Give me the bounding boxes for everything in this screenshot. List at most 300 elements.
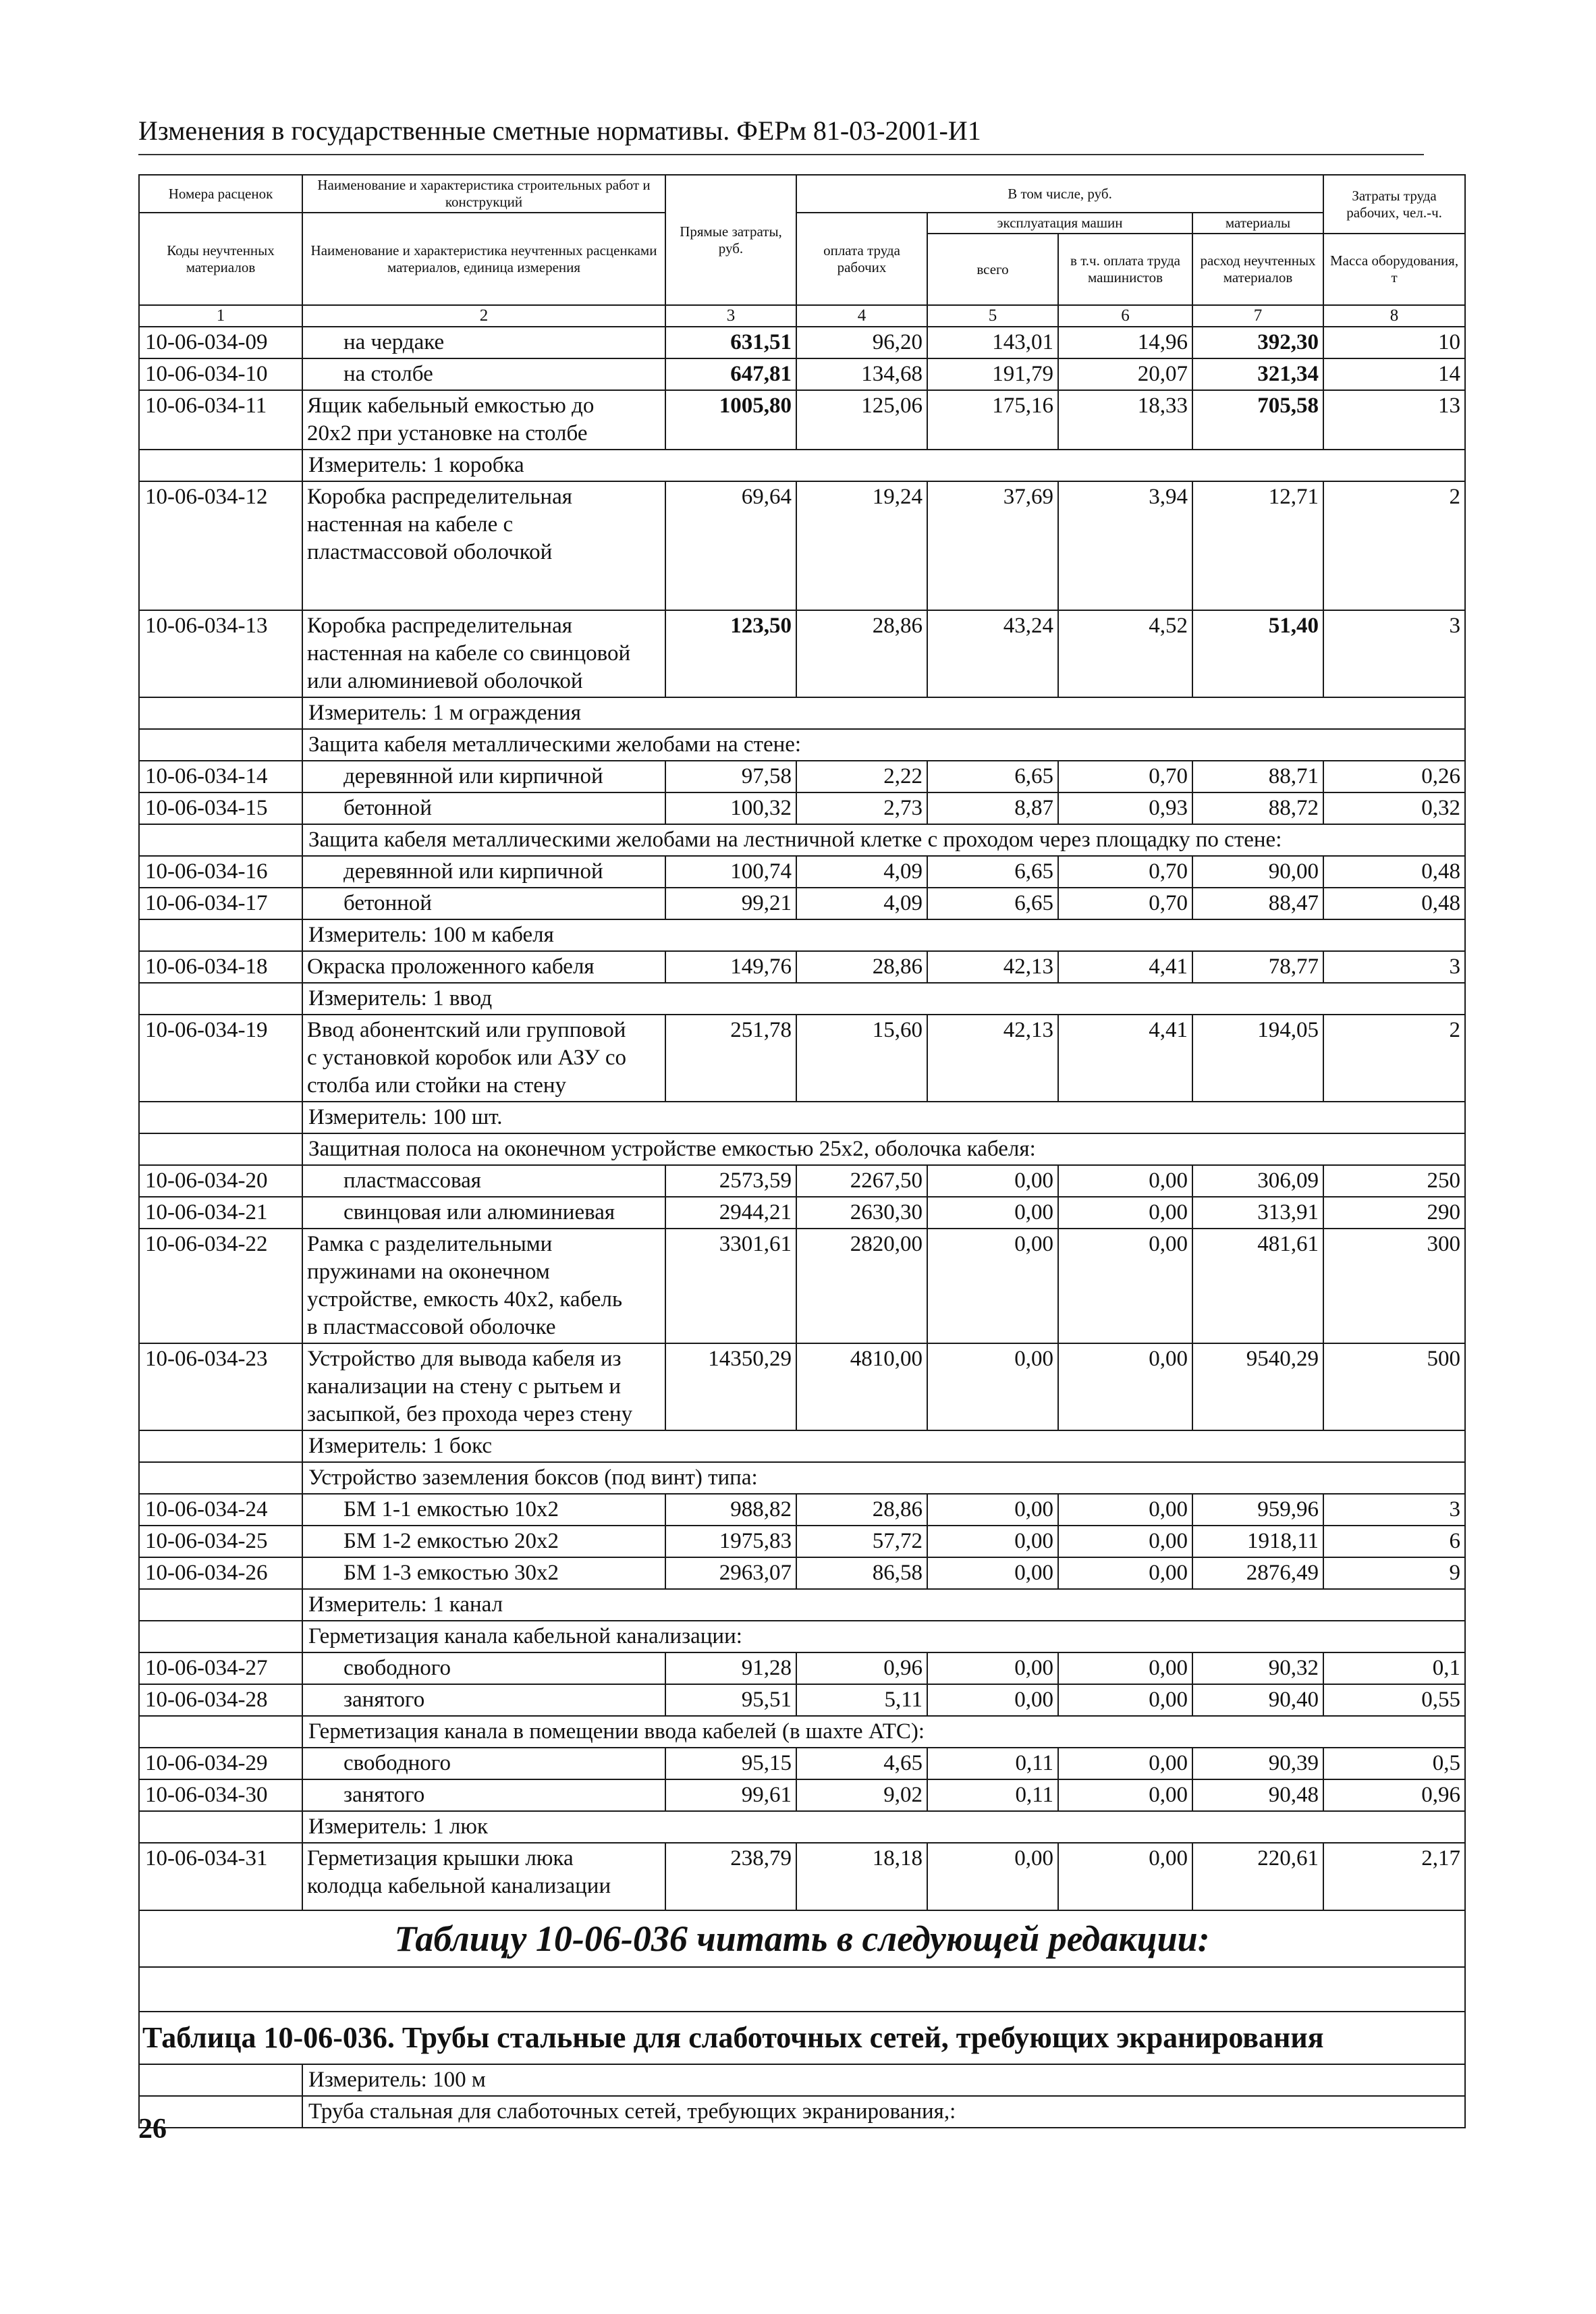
rate-name: Окраска проложенного кабеля (302, 951, 665, 983)
machines-labor: 0,00 (1058, 1557, 1192, 1589)
empty-cell (139, 1811, 302, 1843)
empty-cell (139, 919, 302, 951)
direct-cost: 99,21 (665, 888, 796, 919)
table-row (139, 1748, 1465, 1779)
measure-label: Измеритель: 1 люк (302, 1811, 1465, 1843)
materials-cost: 1918,11 (1192, 1526, 1323, 1557)
materials-cost: 959,96 (1192, 1494, 1323, 1526)
table-row (139, 390, 1465, 450)
materials-cost: 51,40 (1192, 610, 1323, 697)
table-row (139, 761, 1465, 792)
direct-cost: 2944,21 (665, 1197, 796, 1229)
labor-pay: 18,18 (796, 1843, 927, 1910)
rate-name-line: Ящик кабельный емкостью до (307, 394, 595, 418)
labor-hours: 2,17 (1323, 1843, 1465, 1910)
machines-labor: 0,70 (1058, 856, 1192, 888)
empty-cell (139, 1621, 302, 1652)
rate-code: 10-06-034-09 (139, 327, 302, 358)
labor-hours: 3 (1323, 610, 1465, 697)
rate-name-line: Коробка распределительная (307, 614, 572, 638)
labor-hours: 0,55 (1323, 1684, 1465, 1716)
direct-cost: 1975,83 (665, 1526, 796, 1557)
rate-name-line: засыпкой, без прохода через стену (307, 1402, 633, 1426)
machines-labor: 0,00 (1058, 1684, 1192, 1716)
measure-label: Измеритель: 1 м ограждения (302, 697, 1465, 729)
col-num: 5 (927, 305, 1058, 327)
labor-pay: 86,58 (796, 1557, 927, 1589)
rate-code: 10-06-034-13 (139, 610, 302, 697)
section-label: Герметизация канала в помещении ввода кабелей (в шахте АТС): (302, 1716, 1465, 1748)
labor-pay: 28,86 (796, 951, 927, 983)
labor-hours: 14 (1323, 358, 1465, 390)
machines-labor: 0,00 (1058, 1843, 1192, 1910)
table-row (139, 1843, 1465, 1910)
direct-cost: 251,78 (665, 1015, 796, 1102)
table-row (139, 1343, 1465, 1430)
labor-hours: 3 (1323, 1494, 1465, 1526)
materials-cost: 90,39 (1192, 1748, 1323, 1779)
rate-name: БМ 1-2 емкостью 20x2 (302, 1526, 665, 1557)
col-labor: оплата труда рабочих (796, 213, 927, 305)
machines-labor: 0,00 (1058, 1343, 1192, 1430)
measure-row (139, 983, 1465, 1015)
machines-total: 8,87 (927, 792, 1058, 824)
col-code-top: Номера расценок (139, 175, 302, 213)
rates-table (138, 174, 1466, 2128)
machines-labor: 0,00 (1058, 1748, 1192, 1779)
rate-name-line: Устройство для вывода кабеля из (307, 1347, 622, 1371)
machines-labor: 0,70 (1058, 888, 1192, 919)
labor-hours: 0,48 (1323, 888, 1465, 919)
materials-cost: 194,05 (1192, 1015, 1323, 1102)
materials-cost: 392,30 (1192, 327, 1323, 358)
machines-total: 0,00 (927, 1557, 1058, 1589)
spacer (307, 1900, 661, 1908)
labor-hours: 290 (1323, 1197, 1465, 1229)
table-row (139, 327, 1465, 358)
direct-cost: 69,64 (665, 481, 796, 610)
measure-label: Измеритель: 100 м кабеля (302, 919, 1465, 951)
rate-name-line: Коробка распределительная (307, 485, 572, 509)
rate-name: свободного (302, 1652, 665, 1684)
section-row (139, 1716, 1465, 1748)
machines-total: 43,24 (927, 610, 1058, 697)
table-row (139, 1557, 1465, 1589)
machines-total: 0,11 (927, 1779, 1058, 1811)
rate-name-line: Герметизация крышки люка (307, 1846, 574, 1871)
direct-cost: 149,76 (665, 951, 796, 983)
empty-cell (139, 1133, 302, 1165)
machines-labor: 4,41 (1058, 951, 1192, 983)
labor-hours: 0,5 (1323, 1748, 1465, 1779)
machines-labor: 0,00 (1058, 1779, 1192, 1811)
rate-code: 10-06-034-12 (139, 481, 302, 610)
materials-cost: 88,47 (1192, 888, 1323, 919)
section-label: Защитная полоса на оконечном устройстве емкостью 25x2, оболочка кабеля: (302, 1133, 1465, 1165)
labor-hours: 250 (1323, 1165, 1465, 1197)
rate-name-line: столба или стойки на стену (307, 1073, 567, 1098)
rate-name-line: канализации на стену с рытьем и (307, 1374, 621, 1399)
section-row (139, 2096, 1465, 2128)
machines-total: 0,00 (927, 1652, 1058, 1684)
direct-cost: 95,15 (665, 1748, 796, 1779)
rate-name (302, 1843, 665, 1910)
labor-hours: 2 (1323, 1015, 1465, 1102)
col-num: 7 (1192, 305, 1323, 327)
empty-cell (139, 1716, 302, 1748)
machines-total: 37,69 (927, 481, 1058, 610)
direct-cost: 238,79 (665, 1843, 796, 1910)
header-row-2 (139, 213, 1465, 234)
rate-code: 10-06-034-30 (139, 1779, 302, 1811)
labor-pay: 2,73 (796, 792, 927, 824)
table-row (139, 610, 1465, 697)
machines-labor: 0,00 (1058, 1229, 1192, 1343)
labor-hours: 3 (1323, 951, 1465, 983)
empty-cell (139, 1462, 302, 1494)
table-row (139, 792, 1465, 824)
rate-name-line: в пластмассовой оболочке (307, 1315, 556, 1339)
rate-name-line: настенная на кабеле с (307, 512, 514, 537)
table-row (139, 1197, 1465, 1229)
col-incl: В том числе, руб. (796, 175, 1323, 213)
rate-name (302, 390, 665, 450)
col-mach-labor: в т.ч. оплата труда машинистов (1058, 234, 1192, 305)
header-row-1 (139, 175, 1465, 213)
labor-pay: 28,86 (796, 1494, 927, 1526)
materials-cost: 78,77 (1192, 951, 1323, 983)
direct-cost: 123,50 (665, 610, 796, 697)
direct-cost: 100,32 (665, 792, 796, 824)
table-row (139, 1779, 1465, 1811)
materials-cost: 90,00 (1192, 856, 1323, 888)
machines-labor: 0,00 (1058, 1526, 1192, 1557)
rate-code: 10-06-034-28 (139, 1684, 302, 1716)
materials-cost: 88,71 (1192, 761, 1323, 792)
table-row (139, 951, 1465, 983)
page-header: Изменения в государственные сметные нормативы. ФЕРм 81-03-2001-И1 (138, 115, 981, 146)
rate-name: на столбе (302, 358, 665, 390)
instruction-text: Таблицу 10-06-036 читать в следующей редакции: (139, 1910, 1465, 1967)
measure-label: Измеритель: 1 канал (302, 1589, 1465, 1621)
table-row (139, 1652, 1465, 1684)
measure-row (139, 919, 1465, 951)
labor-pay: 15,60 (796, 1015, 927, 1102)
col-name-bottom: Наименование и характеристика неучтенных расценками материалов, единица измерения (302, 213, 665, 305)
labor-pay: 9,02 (796, 1779, 927, 1811)
section-row (139, 1462, 1465, 1494)
machines-labor: 20,07 (1058, 358, 1192, 390)
table-row (139, 1229, 1465, 1343)
rate-name: занятого (302, 1779, 665, 1811)
rate-name-line: 20x2 при установке на столбе (307, 421, 588, 446)
labor-pay: 125,06 (796, 390, 927, 450)
col-mach-total: всего (927, 234, 1058, 305)
machines-total: 0,11 (927, 1748, 1058, 1779)
materials-cost: 306,09 (1192, 1165, 1323, 1197)
rate-code: 10-06-034-22 (139, 1229, 302, 1343)
empty-cell (139, 697, 302, 729)
table-row (139, 1684, 1465, 1716)
direct-cost: 97,58 (665, 761, 796, 792)
rate-name: деревянной или кирпичной (302, 761, 665, 792)
rate-name: БМ 1-3 емкостью 30x2 (302, 1557, 665, 1589)
section-row (139, 1621, 1465, 1652)
rate-code: 10-06-034-14 (139, 761, 302, 792)
empty-cell (139, 729, 302, 761)
machines-total: 175,16 (927, 390, 1058, 450)
empty-cell (139, 824, 302, 856)
materials-cost: 12,71 (1192, 481, 1323, 610)
rate-name: пластмассовая (302, 1165, 665, 1197)
direct-cost: 14350,29 (665, 1343, 796, 1430)
rate-code: 10-06-034-23 (139, 1343, 302, 1430)
blank-cell (139, 1967, 1465, 2012)
rate-code: 10-06-034-24 (139, 1494, 302, 1526)
measure-row (139, 1811, 1465, 1843)
labor-pay: 2,22 (796, 761, 927, 792)
machines-labor: 0,00 (1058, 1197, 1192, 1229)
rate-name-line: колодца кабельной канализации (307, 1874, 611, 1898)
machines-total: 0,00 (927, 1229, 1058, 1343)
section-row (139, 729, 1465, 761)
rate-code: 10-06-034-15 (139, 792, 302, 824)
col-labor-cost-top: Затраты труда рабочих, чел.-ч. (1323, 175, 1465, 234)
direct-cost: 2573,59 (665, 1165, 796, 1197)
rate-code: 10-06-034-16 (139, 856, 302, 888)
section-row (139, 824, 1465, 856)
machines-labor: 14,96 (1058, 327, 1192, 358)
section-label: Защита кабеля металлическими желобами на стене: (302, 729, 1465, 761)
rate-name (302, 481, 665, 610)
table-row (139, 1494, 1465, 1526)
table-row (139, 1526, 1465, 1557)
section-label: Устройство заземления боксов (под винт) типа: (302, 1462, 1465, 1494)
col-num: 2 (302, 305, 665, 327)
rate-code: 10-06-034-10 (139, 358, 302, 390)
col-machines: эксплуатация машин (927, 213, 1192, 234)
machines-total: 6,65 (927, 856, 1058, 888)
direct-cost: 647,81 (665, 358, 796, 390)
section-label: Герметизация канала кабельной канализации: (302, 1621, 1465, 1652)
table-row (139, 1165, 1465, 1197)
col-mat-unaccounted: расход неучтенных материалов (1192, 234, 1323, 305)
col-code-bottom: Коды неучтенных материалов (139, 213, 302, 305)
measure-row (139, 1102, 1465, 1133)
instruction-row (139, 1910, 1465, 1967)
labor-hours: 2 (1323, 481, 1465, 610)
labor-hours: 0,96 (1323, 1779, 1465, 1811)
direct-cost: 2963,07 (665, 1557, 796, 1589)
rate-code: 10-06-034-27 (139, 1652, 302, 1684)
labor-pay: 4,09 (796, 856, 927, 888)
col-labor-cost-bottom: Масса оборудования, т (1323, 234, 1465, 305)
measure-label: Измеритель: 1 ввод (302, 983, 1465, 1015)
labor-hours: 0,26 (1323, 761, 1465, 792)
materials-cost: 90,40 (1192, 1684, 1323, 1716)
rate-name-line: с установкой коробок или АЗУ со (307, 1046, 626, 1070)
machines-total: 0,00 (927, 1843, 1058, 1910)
table-row (139, 481, 1465, 610)
rate-name: деревянной или кирпичной (302, 856, 665, 888)
col-materials: материалы (1192, 213, 1323, 234)
labor-hours: 300 (1323, 1229, 1465, 1343)
labor-pay: 28,86 (796, 610, 927, 697)
rate-name-line: Рамка с разделительными (307, 1232, 553, 1256)
rate-name: свободного (302, 1748, 665, 1779)
machines-labor: 4,41 (1058, 1015, 1192, 1102)
labor-hours: 0,1 (1323, 1652, 1465, 1684)
labor-pay: 2630,30 (796, 1197, 927, 1229)
page-number: 26 (138, 2114, 167, 2145)
direct-cost: 988,82 (665, 1494, 796, 1526)
machines-labor: 3,94 (1058, 481, 1192, 610)
section-label: Защита кабеля металлическими желобами на лестничной клетке с проходом через площадку по стене: (302, 824, 1465, 856)
labor-pay: 96,20 (796, 327, 927, 358)
col-direct: Прямые затраты, руб. (665, 175, 796, 305)
rate-name (302, 1229, 665, 1343)
section-label: Труба стальная для слаботочных сетей, требующих экранирования,: (302, 2096, 1465, 2128)
labor-hours: 10 (1323, 327, 1465, 358)
labor-hours: 0,48 (1323, 856, 1465, 888)
empty-cell (139, 450, 302, 481)
labor-pay: 2267,50 (796, 1165, 927, 1197)
labor-hours: 9 (1323, 1557, 1465, 1589)
rate-code: 10-06-034-29 (139, 1748, 302, 1779)
section-row (139, 1133, 1465, 1165)
rate-name: бетонной (302, 792, 665, 824)
labor-hours: 500 (1323, 1343, 1465, 1430)
col-num: 4 (796, 305, 927, 327)
machines-total: 0,00 (927, 1165, 1058, 1197)
materials-cost: 9540,29 (1192, 1343, 1323, 1430)
blank-row (139, 1967, 1465, 2012)
machines-labor: 0,00 (1058, 1165, 1192, 1197)
labor-pay: 2820,00 (796, 1229, 927, 1343)
measure-row (139, 697, 1465, 729)
materials-cost: 90,32 (1192, 1652, 1323, 1684)
rate-name: занятого (302, 1684, 665, 1716)
labor-pay: 57,72 (796, 1526, 927, 1557)
rate-name: бетонной (302, 888, 665, 919)
rate-name: свинцовая или алюминиевая (302, 1197, 665, 1229)
machines-total: 0,00 (927, 1197, 1058, 1229)
measure-row (139, 2064, 1465, 2096)
rate-code: 10-06-034-18 (139, 951, 302, 983)
rate-code: 10-06-034-19 (139, 1015, 302, 1102)
col-num: 8 (1323, 305, 1465, 327)
table-title-row (139, 2012, 1465, 2064)
col-num: 6 (1058, 305, 1192, 327)
measure-row (139, 1430, 1465, 1462)
rate-name-line: Ввод абонентский или групповой (307, 1018, 626, 1042)
rate-code: 10-06-034-25 (139, 1526, 302, 1557)
machines-total: 0,00 (927, 1684, 1058, 1716)
rate-code: 10-06-034-11 (139, 390, 302, 450)
measure-label: Измеритель: 100 шт. (302, 1102, 1465, 1133)
direct-cost: 3301,61 (665, 1229, 796, 1343)
labor-pay: 4,65 (796, 1748, 927, 1779)
labor-pay: 4,09 (796, 888, 927, 919)
materials-cost: 2876,49 (1192, 1557, 1323, 1589)
rate-name (302, 610, 665, 697)
machines-total: 6,65 (927, 888, 1058, 919)
labor-hours: 13 (1323, 390, 1465, 450)
empty-cell (139, 1430, 302, 1462)
rate-name-line: или алюминиевой оболочкой (307, 669, 583, 693)
machines-labor: 4,52 (1058, 610, 1192, 697)
empty-cell (139, 1102, 302, 1133)
measure-label: Измеритель: 1 коробка (302, 450, 1465, 481)
empty-cell (139, 2064, 302, 2096)
table-row (139, 358, 1465, 390)
table-row (139, 1015, 1465, 1102)
machines-total: 0,00 (927, 1343, 1058, 1430)
direct-cost: 99,61 (665, 1779, 796, 1811)
empty-cell (139, 983, 302, 1015)
direct-cost: 631,51 (665, 327, 796, 358)
col-name-top: Наименование и характеристика строительных работ и конструкций (302, 175, 665, 213)
rate-name-line: пластмассовой оболочкой (307, 540, 553, 564)
machines-total: 191,79 (927, 358, 1058, 390)
table-row (139, 888, 1465, 919)
direct-cost: 1005,80 (665, 390, 796, 450)
machines-total: 42,13 (927, 1015, 1058, 1102)
header-rule (138, 154, 1424, 155)
measure-row (139, 1589, 1465, 1621)
col-num: 3 (665, 305, 796, 327)
machines-total: 42,13 (927, 951, 1058, 983)
table-row (139, 856, 1465, 888)
rate-name (302, 1015, 665, 1102)
labor-pay: 0,96 (796, 1652, 927, 1684)
machines-total: 0,00 (927, 1526, 1058, 1557)
direct-cost: 95,51 (665, 1684, 796, 1716)
machines-labor: 0,00 (1058, 1494, 1192, 1526)
rate-name-line: устройстве, емкость 40x2, кабель (307, 1287, 623, 1312)
labor-pay: 19,24 (796, 481, 927, 610)
machines-total: 6,65 (927, 761, 1058, 792)
materials-cost: 313,91 (1192, 1197, 1323, 1229)
column-numbers (139, 305, 1465, 327)
materials-cost: 90,48 (1192, 1779, 1323, 1811)
materials-cost: 220,61 (1192, 1843, 1323, 1910)
materials-cost: 321,34 (1192, 358, 1323, 390)
rate-name-line: пружинами на оконечном (307, 1260, 550, 1284)
empty-cell (139, 1589, 302, 1621)
rate-code: 10-06-034-20 (139, 1165, 302, 1197)
machines-labor: 0,93 (1058, 792, 1192, 824)
materials-cost: 88,72 (1192, 792, 1323, 824)
spacer (307, 566, 661, 608)
rate-name: БМ 1-1 емкостью 10x2 (302, 1494, 665, 1526)
direct-cost: 100,74 (665, 856, 796, 888)
rate-name (302, 1343, 665, 1430)
rate-code: 10-06-034-17 (139, 888, 302, 919)
machines-labor: 18,33 (1058, 390, 1192, 450)
machines-total: 0,00 (927, 1494, 1058, 1526)
rate-name: на чердаке (302, 327, 665, 358)
rate-code: 10-06-034-26 (139, 1557, 302, 1589)
machines-total: 143,01 (927, 327, 1058, 358)
labor-hours: 0,32 (1323, 792, 1465, 824)
machines-labor: 0,00 (1058, 1652, 1192, 1684)
machines-labor: 0,70 (1058, 761, 1192, 792)
labor-pay: 4810,00 (796, 1343, 927, 1430)
measure-row (139, 450, 1465, 481)
direct-cost: 91,28 (665, 1652, 796, 1684)
labor-pay: 134,68 (796, 358, 927, 390)
